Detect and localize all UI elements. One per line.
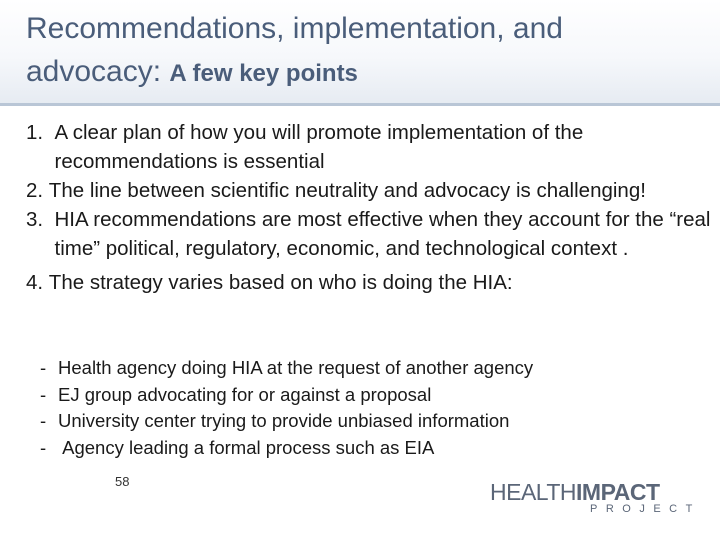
point-number: 3. bbox=[26, 208, 55, 231]
key-points-list bbox=[26, 118, 716, 297]
key-point bbox=[26, 176, 716, 205]
slide-title-line-2 bbox=[26, 55, 358, 89]
sub-point bbox=[40, 382, 710, 409]
sub-point-text: EJ group advocating for or against a proposal bbox=[58, 383, 432, 405]
slide-title-main: advocacy: bbox=[26, 55, 162, 88]
sub-point-text: University center trying to provide unbiased information bbox=[58, 410, 510, 431]
logo-word-project: PROJECT bbox=[590, 503, 701, 515]
key-point bbox=[26, 118, 716, 176]
key-point bbox=[26, 268, 716, 297]
logo-wordmark bbox=[490, 479, 660, 505]
sub-point-dash: - bbox=[40, 410, 47, 431]
point-text: The line between scientific neutrality and advocacy is challenging! bbox=[48, 179, 646, 202]
sub-point bbox=[40, 408, 710, 435]
point-number: 4. bbox=[26, 271, 49, 294]
point-text: A clear plan of how you will promote implementation of the recommendations is essential bbox=[54, 121, 584, 173]
sub-points-list bbox=[40, 355, 710, 461]
sub-point-dash: - bbox=[40, 436, 47, 458]
key-point bbox=[26, 205, 716, 263]
point-text: The strategy varies based on who is doing the HIA: bbox=[48, 271, 513, 294]
sub-point-dash: - bbox=[40, 357, 47, 378]
slide-title-line-1: Recommendations, implementation, and bbox=[26, 12, 563, 45]
point-number: 1. bbox=[26, 121, 55, 144]
sub-point bbox=[40, 355, 710, 382]
sub-point-text: Health agency doing HIA at the request of another agency bbox=[58, 357, 534, 378]
title-divider bbox=[0, 103, 720, 106]
sub-point bbox=[40, 435, 710, 462]
logo-word-impact: IMPACT bbox=[576, 479, 660, 505]
point-text: HIA recommendations are most effective when they account for the “real time” political, regulatory, economic, and technological context . bbox=[54, 208, 711, 260]
health-impact-project-logo bbox=[490, 479, 701, 519]
point-number: 2. bbox=[26, 179, 49, 202]
page-number: 58 bbox=[115, 474, 130, 489]
sub-point-dash: - bbox=[40, 383, 47, 405]
slide-title-subtitle: A few key points bbox=[169, 60, 358, 87]
logo-word-health: HEALTH bbox=[490, 479, 577, 505]
sub-point-text: Agency leading a formal process such as EIA bbox=[58, 436, 435, 458]
